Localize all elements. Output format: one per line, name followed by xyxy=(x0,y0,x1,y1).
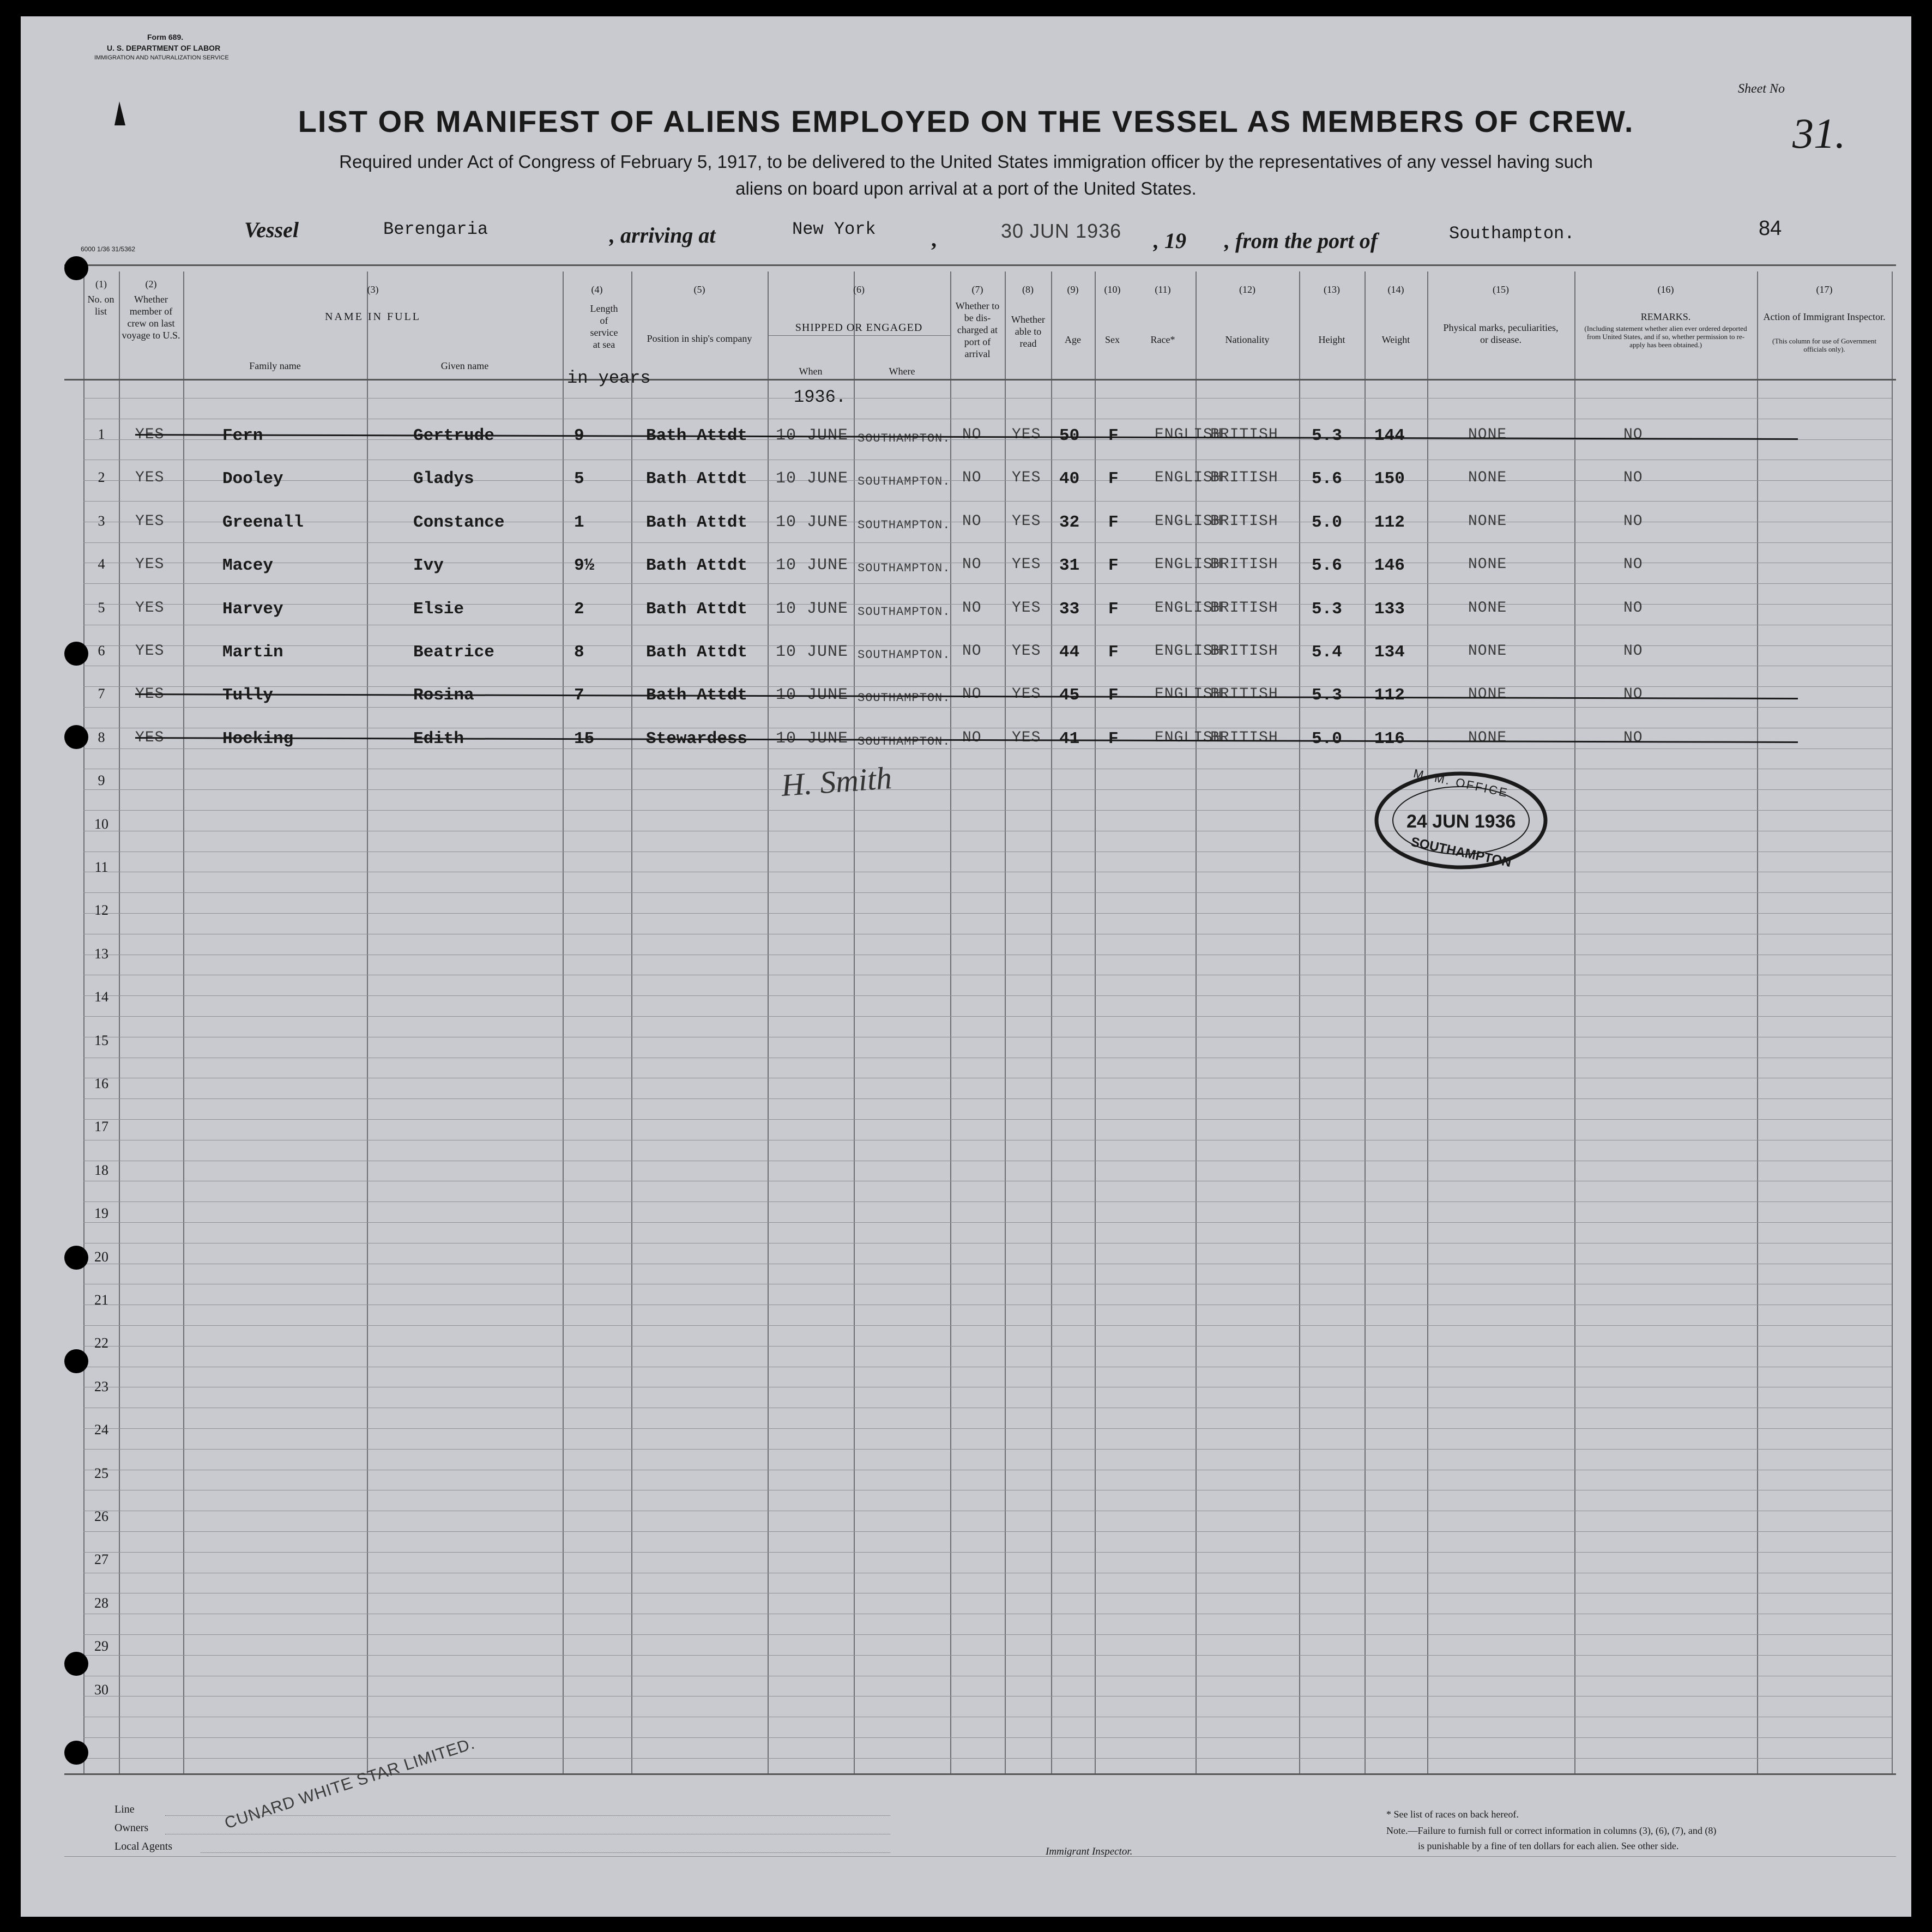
line-number: 15 xyxy=(94,1032,108,1048)
sheet-number: 31. xyxy=(1792,110,1846,157)
col12-number: (12) xyxy=(1239,284,1255,295)
col11-number: (11) xyxy=(1155,284,1171,295)
family-name-header: Family name xyxy=(249,360,301,371)
remarks-cell: NO xyxy=(1623,643,1643,660)
prev-voyage-cell: YES xyxy=(135,599,165,617)
col17-note: (This column for use of Government officials only). xyxy=(1772,337,1876,353)
line-number: 19 xyxy=(94,1205,108,1222)
line-number: 18 xyxy=(94,1162,108,1178)
col17-number: (17) xyxy=(1816,284,1833,295)
age-cell: 31 xyxy=(1059,556,1080,576)
col4-number: (4) xyxy=(591,284,603,295)
service-years-cell: 15 xyxy=(574,729,595,748)
col13-label: Height xyxy=(1318,334,1345,345)
able-to-read-cell: YES xyxy=(1012,599,1041,617)
table-row xyxy=(21,424,1911,457)
sex-cell: F xyxy=(1108,469,1119,489)
sex-cell: F xyxy=(1108,599,1119,619)
line-number: 10 xyxy=(94,816,108,832)
race-cell: ENGLISH xyxy=(1155,469,1223,487)
date-separator: , xyxy=(931,227,937,251)
shipped-where-cell: SOUTHAMPTON. xyxy=(858,432,951,445)
col10-label: Sex xyxy=(1105,334,1120,345)
physical-marks-cell: NONE xyxy=(1468,556,1507,573)
binder-hole xyxy=(64,1349,88,1373)
table-row xyxy=(21,554,1911,587)
age-cell: 50 xyxy=(1059,426,1080,445)
ruled-line xyxy=(83,789,1892,790)
given-name-cell: Rosina xyxy=(413,686,474,705)
able-to-read-cell: YES xyxy=(1012,426,1041,443)
col2-number: (2) xyxy=(145,279,157,289)
col3-number: (3) xyxy=(367,284,379,295)
shipped-where-cell: SOUTHAMPTON. xyxy=(858,518,951,532)
from-port-label: , from the port of xyxy=(1224,228,1378,253)
col15-number: (15) xyxy=(1493,284,1509,295)
shipped-when-cell: 10 JUNE xyxy=(776,643,849,661)
nationality-cell: BRITISH xyxy=(1210,729,1278,746)
line-number: 3 xyxy=(98,512,105,529)
ruled-line xyxy=(83,1016,1892,1017)
nationality-cell: BRITISH xyxy=(1210,686,1278,703)
fine-note-1: Note.—Failure to furnish full or correct information in columns (3), (6), (7), and (8) xyxy=(1386,1825,1717,1836)
remarks-cell: NO xyxy=(1623,729,1643,746)
remarks-cell: NO xyxy=(1623,556,1643,573)
line-number: 5 xyxy=(98,599,105,615)
weight-cell: 112 xyxy=(1374,686,1405,705)
ruled-line xyxy=(83,501,1892,502)
nationality-cell: BRITISH xyxy=(1210,556,1278,573)
service-years-cell: 5 xyxy=(574,469,584,489)
discharged-cell: NO xyxy=(962,556,982,573)
ruled-line xyxy=(83,1428,1892,1429)
col11-label: Race* xyxy=(1150,334,1175,345)
prev-voyage-cell: YES xyxy=(135,512,165,530)
col6-label: SHIPPED OR ENGAGED xyxy=(795,322,923,334)
subtitle-line-2: aliens on board upon arrival at a port of the United States. xyxy=(735,178,1197,198)
col8-number: (8) xyxy=(1022,284,1034,295)
owners-label: Owners xyxy=(114,1822,149,1834)
position-cell: Bath Attdt xyxy=(646,512,748,532)
family-name-cell: Harvey xyxy=(222,599,283,619)
form-department: U. S. DEPARTMENT OF LABOR xyxy=(107,44,221,52)
given-name-cell: Elsie xyxy=(413,599,464,619)
line-label: Line xyxy=(114,1803,135,1815)
ruled-line xyxy=(83,1098,1892,1099)
prev-voyage-cell: YES xyxy=(135,643,165,660)
line-number: 21 xyxy=(94,1292,108,1308)
discharged-cell: NO xyxy=(962,469,982,487)
height-cell: 5.0 xyxy=(1312,512,1342,532)
arrival-date-stamp: 30 JUN 1936 xyxy=(1001,220,1122,242)
race-cell: ENGLISH xyxy=(1155,643,1223,660)
shipped-when-cell: 10 JUNE xyxy=(776,426,849,445)
line-number: 26 xyxy=(94,1508,108,1524)
age-cell: 41 xyxy=(1059,729,1080,748)
discharged-cell: NO xyxy=(962,426,982,443)
line-number: 7 xyxy=(98,686,105,702)
line-number: 29 xyxy=(94,1638,108,1655)
ruled-line xyxy=(83,1222,1892,1223)
physical-marks-cell: NONE xyxy=(1468,426,1507,443)
when-header: When xyxy=(799,366,823,377)
binder-hole xyxy=(64,642,88,666)
sex-cell: F xyxy=(1108,686,1119,705)
header-bottom-rule xyxy=(64,379,1896,381)
line-number: 24 xyxy=(94,1422,108,1438)
inspector-label: Immigrant Inspector. xyxy=(1046,1846,1133,1857)
weight-cell: 112 xyxy=(1374,512,1405,532)
height-cell: 5.3 xyxy=(1312,599,1342,619)
vessel-name: Berengaria xyxy=(383,219,488,239)
ruled-line xyxy=(83,398,1892,399)
page-number: 84 xyxy=(1759,217,1782,240)
age-cell: 32 xyxy=(1059,512,1080,532)
year-label: , 19 xyxy=(1154,228,1186,253)
col15-label: Physical marks, peculiarities, or disease. xyxy=(1443,322,1559,345)
binder-hole xyxy=(64,725,88,749)
weight-cell: 116 xyxy=(1374,729,1405,748)
line-number: 4 xyxy=(98,556,105,572)
height-cell: 5.6 xyxy=(1312,556,1342,576)
shipped-year: 1936. xyxy=(794,387,847,407)
col16-note: (Including statement whether alien ever ordered deported from United States, and if so, whether permission to re-apply has been obtained.) xyxy=(1584,324,1747,349)
col5-label: Position in ship's company xyxy=(647,333,752,344)
physical-marks-cell: NONE xyxy=(1468,599,1507,617)
age-cell: 44 xyxy=(1059,643,1080,662)
weight-cell: 133 xyxy=(1374,599,1405,619)
ruled-line xyxy=(83,1346,1892,1347)
able-to-read-cell: YES xyxy=(1012,556,1041,573)
local-agents-label: Local Agents xyxy=(114,1840,173,1852)
col4-label: Length of service at sea xyxy=(590,303,618,350)
line-number: 25 xyxy=(94,1465,108,1481)
weight-cell: 150 xyxy=(1374,469,1405,489)
ruled-line xyxy=(83,1119,1892,1120)
table-top-rule xyxy=(64,264,1896,266)
race-cell: ENGLISH xyxy=(1155,556,1223,573)
position-cell: Bath Attdt xyxy=(646,469,748,489)
given-name-cell: Constance xyxy=(413,512,505,532)
binder-hole xyxy=(64,1652,88,1676)
physical-marks-cell: NONE xyxy=(1468,686,1507,703)
discharged-cell: NO xyxy=(962,512,982,530)
shipped-where-cell: SOUTHAMPTON. xyxy=(858,648,951,662)
col10-number: (10) xyxy=(1104,284,1121,295)
ruled-line xyxy=(83,1758,1892,1759)
shipped-where-cell: SOUTHAMPTON. xyxy=(858,475,951,489)
ruled-line xyxy=(83,892,1892,893)
physical-marks-cell: NONE xyxy=(1468,512,1507,530)
sex-cell: F xyxy=(1108,729,1119,748)
able-to-read-cell: YES xyxy=(1012,469,1041,487)
position-cell: Bath Attdt xyxy=(646,643,748,662)
weight-cell: 146 xyxy=(1374,556,1405,576)
weight-cell: 134 xyxy=(1374,643,1405,662)
office-stamp xyxy=(1374,766,1548,872)
service-years-cell: 9 xyxy=(574,426,584,445)
family-name-cell: Hocking xyxy=(222,729,294,748)
line-number: 8 xyxy=(98,729,105,745)
line-number: 12 xyxy=(94,902,108,919)
given-name-cell: Gladys xyxy=(413,469,474,489)
service-unit: in years xyxy=(567,368,651,388)
family-name-cell: Macey xyxy=(222,556,274,576)
line-number: 17 xyxy=(94,1119,108,1135)
prev-voyage-cell: YES xyxy=(135,469,165,487)
table-row xyxy=(21,684,1911,716)
remarks-cell: NO xyxy=(1623,469,1643,487)
line-number: 28 xyxy=(94,1595,108,1611)
given-name-header: Given name xyxy=(440,360,489,371)
line-number: 9 xyxy=(98,772,105,789)
table-row xyxy=(21,597,1911,630)
ruled-line xyxy=(83,1655,1892,1656)
race-cell: ENGLISH xyxy=(1155,729,1223,746)
line-number: 16 xyxy=(94,1076,108,1091)
remarks-cell: NO xyxy=(1623,686,1643,703)
line-number: 20 xyxy=(94,1248,108,1265)
ruled-line xyxy=(83,1325,1892,1326)
line-number: 2 xyxy=(98,469,105,486)
table-row xyxy=(21,641,1911,673)
age-cell: 33 xyxy=(1059,599,1080,619)
sex-cell: F xyxy=(1108,556,1119,576)
manifest-sheet xyxy=(21,16,1911,1917)
col1-number: (1) xyxy=(95,279,107,289)
table-row xyxy=(21,727,1911,760)
line-number: 14 xyxy=(94,989,108,1005)
col14-number: (14) xyxy=(1387,284,1404,295)
race-cell: ENGLISH xyxy=(1155,686,1223,703)
binder-hole xyxy=(64,256,88,280)
shipped-when-cell: 10 JUNE xyxy=(776,469,849,488)
company-stamp: CUNARD WHITE STAR LIMITED. xyxy=(222,1734,478,1833)
able-to-read-cell: YES xyxy=(1012,686,1041,703)
shipped-header-rule xyxy=(768,335,950,336)
shipped-where-cell: SOUTHAMPTON. xyxy=(858,734,951,748)
physical-marks-cell: NONE xyxy=(1468,643,1507,660)
shipped-when-cell: 10 JUNE xyxy=(776,556,849,575)
nationality-cell: BRITISH xyxy=(1210,643,1278,660)
service-years-cell: 8 xyxy=(574,643,584,662)
col16-number: (16) xyxy=(1657,284,1674,295)
col9-number: (9) xyxy=(1067,284,1079,295)
remarks-cell: NO xyxy=(1623,426,1643,443)
service-years-cell: 1 xyxy=(574,512,584,532)
position-cell: Bath Attdt xyxy=(646,556,748,576)
race-cell: ENGLISH xyxy=(1155,426,1223,443)
where-header: Where xyxy=(889,366,915,377)
sex-cell: F xyxy=(1108,426,1119,445)
physical-marks-cell: NONE xyxy=(1468,729,1507,746)
ruled-line xyxy=(83,1634,1892,1635)
office-stamp-date: 24 JUN 1936 xyxy=(1406,811,1516,832)
arrival-port: New York xyxy=(792,219,876,239)
able-to-read-cell: YES xyxy=(1012,729,1041,746)
form-service: IMMIGRATION AND NATURALIZATION SERVICE xyxy=(94,55,229,61)
table-bottom-rule xyxy=(64,1773,1896,1775)
col5-number: (5) xyxy=(693,284,705,295)
col17-label: Action of Immigrant Inspector. xyxy=(1763,311,1886,322)
age-cell: 40 xyxy=(1059,469,1080,489)
ruled-line xyxy=(83,1552,1892,1553)
fine-note-2: is punishable by a fine of ten dollars for each alien. See other side. xyxy=(1418,1840,1679,1851)
line-number: 23 xyxy=(94,1378,108,1394)
given-name-cell: Edith xyxy=(413,729,464,748)
able-to-read-cell: YES xyxy=(1012,643,1041,660)
remarks-cell: NO xyxy=(1623,512,1643,530)
line-number: 30 xyxy=(94,1681,108,1698)
ruled-line xyxy=(83,1449,1892,1450)
line-number: 6 xyxy=(98,643,105,659)
binder-hole xyxy=(64,1246,88,1270)
line-number: 1 xyxy=(98,426,105,442)
height-cell: 5.6 xyxy=(1312,469,1342,489)
given-name-cell: Beatrice xyxy=(413,643,494,662)
ruled-line xyxy=(83,995,1892,996)
age-cell: 45 xyxy=(1059,686,1080,705)
office-stamp-top: M. M. OFFICE xyxy=(1412,766,1510,800)
able-to-read-cell: YES xyxy=(1012,512,1041,530)
arriving-label: , arriving at xyxy=(609,223,716,247)
family-name-cell: Fern xyxy=(222,426,263,445)
col3-label: NAME IN FULL xyxy=(325,311,421,323)
position-cell: Bath Attdt xyxy=(646,426,748,445)
footer-rule xyxy=(64,1856,1896,1857)
col1-label: No. on list xyxy=(87,294,114,317)
shipped-when-cell: 10 JUNE xyxy=(776,729,849,748)
col8-label: Whether able to read xyxy=(1011,314,1045,349)
col12-label: Nationality xyxy=(1225,334,1270,345)
given-name-cell: Ivy xyxy=(413,556,444,576)
binder-hole xyxy=(64,1741,88,1765)
height-cell: 5.0 xyxy=(1312,729,1342,748)
family-name-cell: Dooley xyxy=(222,469,283,489)
service-years-cell: 9½ xyxy=(574,556,595,576)
shipped-where-cell: SOUTHAMPTON. xyxy=(858,691,951,705)
height-cell: 5.3 xyxy=(1312,426,1342,445)
physical-marks-cell: NONE xyxy=(1468,469,1507,487)
col6-number: (6) xyxy=(853,284,865,295)
ruled-line xyxy=(83,810,1892,811)
nationality-cell: BRITISH xyxy=(1210,512,1278,530)
sex-cell: F xyxy=(1108,512,1119,532)
table-row xyxy=(21,511,1911,544)
race-cell: ENGLISH xyxy=(1155,599,1223,617)
ruled-line xyxy=(83,1531,1892,1532)
prev-voyage-cell: YES xyxy=(135,729,165,746)
position-cell: Stewardess xyxy=(646,729,748,748)
race-cell: ENGLISH xyxy=(1155,512,1223,530)
sheet-label: Sheet No xyxy=(1738,82,1785,96)
col7-label: Whether to be dis-charged at port of arrival xyxy=(955,300,1000,359)
sex-cell: F xyxy=(1108,643,1119,662)
discharged-cell: NO xyxy=(962,599,982,617)
service-years-cell: 2 xyxy=(574,599,584,619)
line-number: 11 xyxy=(94,859,108,875)
family-name-cell: Martin xyxy=(222,643,283,662)
col16-label: REMARKS. xyxy=(1640,311,1691,322)
print-code: 6000 1/36 31/5362 xyxy=(81,245,136,253)
signature: H. Smith xyxy=(780,759,893,804)
prev-voyage-cell: YES xyxy=(135,686,165,703)
nationality-cell: BRITISH xyxy=(1210,426,1278,443)
document-title: LIST OR MANIFEST OF ALIENS EMPLOYED ON THE VESSEL AS MEMBERS OF CREW. xyxy=(298,104,1634,138)
nationality-cell: BRITISH xyxy=(1210,469,1278,487)
col2-label: Whether member of crew on last voyage to U.S. xyxy=(122,294,180,341)
height-cell: 5.4 xyxy=(1312,643,1342,662)
discharged-cell: NO xyxy=(962,643,982,660)
ruled-line xyxy=(83,913,1892,914)
position-cell: Bath Attdt xyxy=(646,686,748,705)
family-name-cell: Greenall xyxy=(222,512,304,532)
col14-label: Weight xyxy=(1381,334,1410,345)
vessel-label: Vessel xyxy=(244,218,299,242)
shipped-where-cell: SOUTHAMPTON. xyxy=(858,562,951,576)
prev-voyage-cell: YES xyxy=(135,426,165,443)
form-number: Form 689. xyxy=(147,33,184,41)
family-name-cell: Tully xyxy=(222,686,274,705)
position-cell: Bath Attdt xyxy=(646,599,748,619)
shipped-when-cell: 10 JUNE xyxy=(776,599,849,618)
office-stamp-bottom: SOUTHAMPTON xyxy=(1409,834,1513,871)
shipped-where-cell: SOUTHAMPTON. xyxy=(858,605,951,619)
col13-number: (13) xyxy=(1324,284,1340,295)
departure-port: Southampton. xyxy=(1449,224,1575,244)
agents-dotted xyxy=(201,1852,890,1853)
nationality-cell: BRITISH xyxy=(1210,599,1278,617)
line-number: 22 xyxy=(94,1335,108,1351)
shipped-when-cell: 10 JUNE xyxy=(776,512,849,532)
weight-cell: 144 xyxy=(1374,426,1405,445)
ruled-line xyxy=(83,1737,1892,1738)
height-cell: 5.3 xyxy=(1312,686,1342,705)
discharged-cell: NO xyxy=(962,729,982,746)
table-row xyxy=(21,467,1911,500)
prev-voyage-cell: YES xyxy=(135,556,165,573)
remarks-cell: NO xyxy=(1623,599,1643,617)
line-number: 13 xyxy=(94,945,108,962)
races-note: * See list of races on back hereof. xyxy=(1386,1809,1519,1820)
discharged-cell: NO xyxy=(962,686,982,703)
line-number: 27 xyxy=(94,1551,108,1568)
given-name-cell: Gertrude xyxy=(413,426,494,445)
subtitle-line-1: Required under Act of Congress of February 5, 1917, to be delivered to the United States immigration officer by the representatives of any vessel having such xyxy=(339,152,1593,172)
shipped-when-cell: 10 JUNE xyxy=(776,686,849,705)
col7-number: (7) xyxy=(971,284,983,295)
col9-label: Age xyxy=(1065,334,1081,345)
service-years-cell: 7 xyxy=(574,686,584,705)
